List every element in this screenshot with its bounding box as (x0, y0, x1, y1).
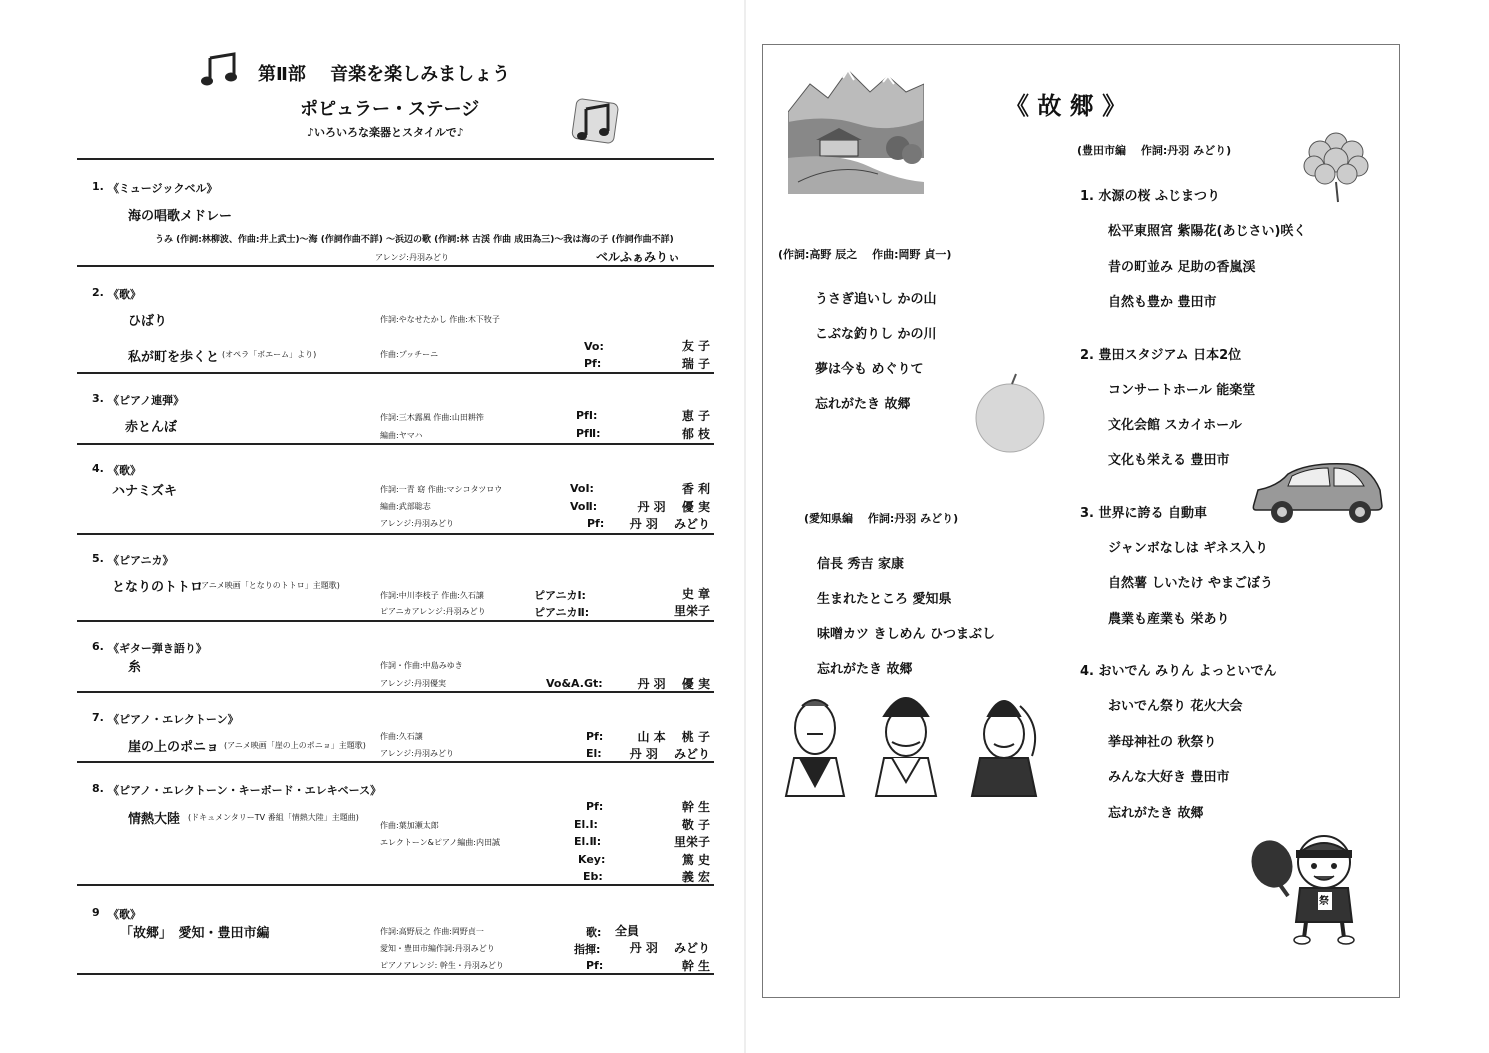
item-credit: 編曲:ヤマハ (380, 431, 423, 440)
lyric-line: 昔の町並み 足助の香嵐渓 (1108, 260, 1256, 275)
item-number: 4. (92, 462, 104, 475)
item-category: 《歌》 (108, 464, 141, 477)
item-number: 5. (92, 552, 104, 565)
tagline: ♪いろいろな楽器とスタイルで♪ (307, 126, 464, 139)
item-title: となりのトトロ (112, 580, 204, 595)
item-title: 私が町を歩くと (128, 350, 220, 365)
item-number: 8. (92, 782, 104, 795)
item-credit: ピアノアレンジ: 幹生・丹羽みどり (380, 961, 504, 970)
item-credit: 作詞:一青 窈 作曲:マシコタツロウ (380, 485, 503, 494)
lyric-line: 文化も栄える 豊田市 (1108, 453, 1230, 468)
item-credit: 作詞:中川李枝子 作曲:久石譲 (380, 591, 484, 600)
performer-role: ピアニカⅠ: (534, 589, 586, 602)
lyric-line: 文化会館 スカイホール (1108, 418, 1242, 433)
item-number: 3. (92, 392, 104, 405)
part-title: 第Ⅱ部 音楽を楽しみましょう (258, 64, 511, 85)
lyric-line: みんな大好き 豊田市 (1108, 770, 1230, 785)
item-title: 崖の上のポニョ (128, 740, 220, 755)
item-number: 1. (92, 180, 104, 193)
lyric-line: こぶな釣りし かの川 (815, 327, 937, 342)
mountain-landscape-image (788, 62, 924, 194)
item-title: 糸 (128, 660, 142, 675)
item-title-note: (ドキュメンタリーTV 番組「情熱大陸」主題曲) (188, 813, 359, 822)
performer-name: 義 宏 (681, 870, 710, 884)
music-notes-icon (570, 97, 620, 149)
item-credit: アレンジ:丹羽みどり (380, 749, 454, 758)
lyric-line: 自然薯 しいたけ やまごぼう (1108, 576, 1274, 591)
divider (77, 884, 714, 886)
performer-name: 山 本 桃 子 (637, 730, 710, 744)
aichi-credit: (愛知県編 作詞:丹羽 みどり) (804, 512, 959, 525)
section-heading: 4. おいでん みりん よっといでん (1080, 664, 1277, 679)
lyric-line: 夢は今も めぐりて (815, 362, 924, 377)
item-category: 《ミュージックベル》 (108, 182, 218, 195)
item-title: 情熱大陸 (128, 812, 181, 827)
divider (77, 620, 714, 622)
item-title-note: (アニメ映画「崖の上のポニョ」主題歌) (224, 741, 366, 750)
performer-name: 里栄子 (673, 835, 710, 849)
item-performer: ベルふぁみりぃ (596, 250, 681, 264)
song-title: 《 故 郷 》 (1005, 92, 1127, 120)
toyota-credit: (豊田市編 作詞:丹羽 みどり) (1077, 144, 1232, 157)
hydrangea-icon (1300, 124, 1372, 204)
section-heading: 2. 豊田スタジアム 日本2位 (1080, 348, 1242, 363)
performer-name: 篤 史 (681, 853, 710, 867)
item-category: 《ギター弾き語り》 (108, 642, 207, 655)
subtitle: ポピュラー・ステージ (300, 99, 480, 120)
lyric-line: ジャンボなしは ギネス入り (1108, 541, 1269, 556)
performer-role: Pf: (586, 800, 604, 813)
lyric-line: 味噌カツ きしめん ひつまぶし (817, 627, 996, 642)
performer-role: VoⅠ: (570, 482, 594, 495)
item-number: 6. (92, 640, 104, 653)
lyric-line: 忘れがたき 故郷 (1108, 806, 1204, 821)
performer-name: 郁 枝 (681, 427, 710, 441)
item-title: 「故郷」 愛知・豊田市編 (120, 926, 270, 941)
item-medley: うみ (作詞:林柳波、作曲:井上武士)〜海 (作詞作曲不詳) 〜浜辺の歌 (作詞:林 古渓 作曲 成田為三)〜我は海の子 (作詞作曲不詳) (155, 235, 674, 245)
peach-icon (972, 370, 1048, 456)
performer-name: 丹 羽 優 実 (637, 677, 710, 691)
lyric-line: 農業も産業も 栄あり (1108, 612, 1230, 627)
item-category: 《ピアニカ》 (108, 554, 174, 567)
item-category: 《ピアノ連弾》 (108, 394, 185, 407)
warlords-illustration (780, 686, 1050, 798)
performer-name: 丹 羽 みどり (629, 747, 710, 761)
performer-name: 丹 羽 みどり (629, 941, 710, 955)
item-credit: エレクトーン&ピアノ編曲:内田誠 (380, 838, 500, 847)
lyric-line: 松平東照宮 紫陽花(あじさい)咲く (1108, 224, 1307, 239)
performer-role: Pf: (586, 730, 604, 743)
performer-name: 香 利 (681, 482, 710, 496)
festival-mascot-illustration (1248, 826, 1368, 946)
divider (77, 533, 714, 535)
item-credit: 作曲:久石譲 (380, 732, 423, 741)
item-number: 7. (92, 711, 104, 724)
performer-role: PfⅡ: (576, 427, 601, 440)
performer-name: 史 章 (681, 587, 710, 601)
original-credit: (作詞:高野 辰之 作曲:岡野 貞一) (778, 248, 952, 261)
performer-name: 丹 羽 優 実 (637, 500, 710, 514)
item-credit: 作詞・作曲:中島みゆき (380, 661, 463, 670)
performer-role: Vo&A.Gt: (546, 677, 603, 690)
item-credit: 作詞:三木露風 作曲:山田耕筰 (380, 413, 484, 422)
performer-role: Pf: (587, 517, 605, 530)
car-icon (1248, 460, 1384, 526)
item-arrange: アレンジ:丹羽みどり (375, 253, 449, 262)
lyric-line: 忘れがたき 故郷 (817, 662, 913, 677)
item-number: 9 (92, 906, 100, 919)
item-category: 《歌》 (108, 908, 141, 921)
item-title: 海の唱歌メドレー (128, 209, 233, 224)
performer-name: 全員 (615, 924, 640, 938)
lyric-line: 忘れがたき 故郷 (815, 397, 911, 412)
performer-name: 里栄子 (673, 604, 710, 618)
divider (77, 443, 714, 445)
performer-role: Pf: (586, 959, 604, 972)
item-title: ハナミズキ (112, 484, 178, 499)
item-credit: ピアニカアレンジ:丹羽みどり (380, 607, 486, 616)
mascot-festival-label: 祭 (1319, 896, 1329, 907)
item-credit: 編曲:武部聡志 (380, 502, 431, 511)
item-credit: 作曲:プッチーニ (380, 350, 439, 359)
lyric-line: 自然も豊か 豊田市 (1108, 295, 1217, 310)
lyric-line: 生まれたところ 愛知県 (817, 592, 952, 607)
item-credit: 愛知・豊田市編作詞:丹羽みどり (380, 944, 495, 953)
item-number: 2. (92, 286, 104, 299)
item-title: ひばり (128, 314, 168, 329)
performer-role: El: (586, 747, 602, 760)
item-title: 赤とんぼ (125, 420, 178, 435)
divider (77, 973, 714, 975)
performer-role: Vo: (584, 340, 604, 353)
performer-role: Pf: (584, 357, 602, 370)
performer-role: PfⅠ: (576, 409, 598, 422)
performer-role: El.Ⅱ: (574, 835, 602, 848)
lyric-line: コンサートホール 能楽堂 (1108, 383, 1256, 398)
item-category: 《ピアノ・エレクトーン・キーボード・エレキベース》 (108, 784, 382, 797)
performer-name: 敬 子 (681, 818, 710, 832)
performer-role: VoⅡ: (570, 500, 598, 513)
item-credit: 作詞:やなせたかし 作曲:木下牧子 (380, 315, 500, 324)
performer-name: 幹 生 (681, 800, 710, 814)
performer-role: El.Ⅰ: (574, 818, 598, 831)
performer-name: 丹 羽 みどり (629, 517, 710, 531)
performer-role: 歌: (586, 926, 602, 939)
section-heading: 1. 水源の桜 ふじまつり (1080, 189, 1221, 204)
performer-name: 幹 生 (681, 959, 710, 973)
item-category: 《歌》 (108, 288, 141, 301)
item-category: 《ピアノ・エレクトーン》 (108, 713, 239, 726)
lyric-line: 信長 秀吉 家康 (817, 557, 905, 572)
performer-role: 指揮: (574, 943, 601, 956)
performer-name: 瑞 子 (681, 357, 710, 371)
item-title-note: (オペラ「ボエーム」より) (222, 350, 317, 359)
page-fold (744, 0, 746, 1053)
music-note-icon (200, 52, 240, 88)
performer-role: ピアニカⅡ: (534, 606, 590, 619)
item-credit: 作詞:高野辰之 作曲:岡野貞一 (380, 927, 484, 936)
lyric-line: 挙母神社の 秋祭り (1108, 735, 1217, 750)
performer-name: 恵 子 (681, 409, 710, 423)
performer-role: Eb: (583, 870, 603, 883)
divider (77, 761, 714, 763)
performer-name: 友 子 (681, 339, 710, 353)
performer-role: Key: (578, 853, 606, 866)
lyric-line: おいでん祭り 花火大会 (1108, 699, 1243, 714)
divider (77, 372, 714, 374)
item-credit: アレンジ:丹羽優実 (380, 679, 446, 688)
item-credit: 作曲:葉加瀬太郎 (380, 821, 439, 830)
divider (77, 158, 714, 160)
divider (77, 691, 714, 693)
item-title-note: (アニメ映画「となりのトトロ」主題歌) (198, 581, 340, 590)
item-credit: アレンジ:丹羽みどり (380, 519, 454, 528)
lyric-line: うさぎ追いし かの山 (815, 292, 937, 307)
section-heading: 3. 世界に誇る 自動車 (1080, 506, 1208, 521)
divider (77, 265, 714, 267)
